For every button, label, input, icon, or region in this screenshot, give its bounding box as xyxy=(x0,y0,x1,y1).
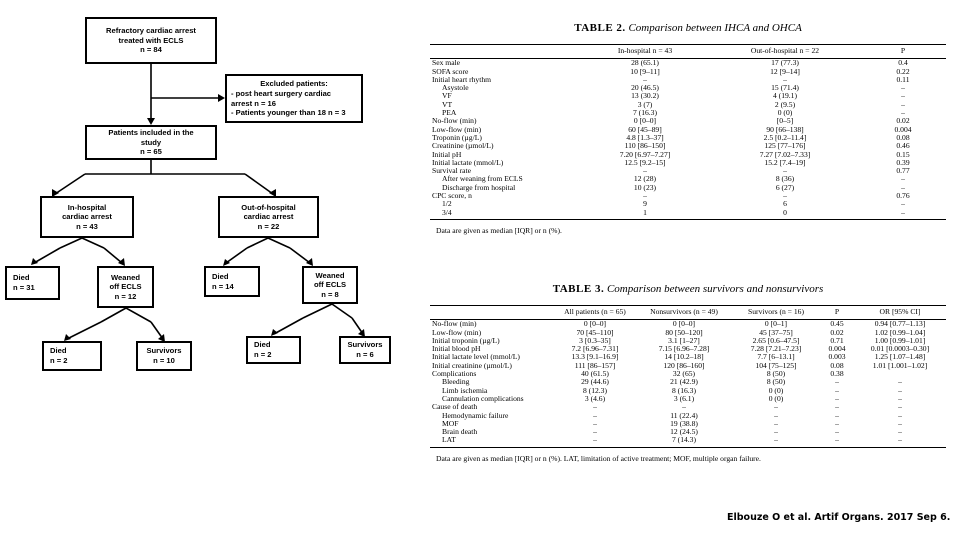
table-3-title xyxy=(430,283,946,295)
table-row xyxy=(430,117,946,125)
table-cell: 3.1 [1–27] xyxy=(668,335,700,345)
table-cell: 45 [37–75] xyxy=(759,327,793,337)
table-cell: 0.15 xyxy=(896,149,910,159)
table-cell: 0 xyxy=(710,209,860,220)
table-cell: 7.7 [6–13.1] xyxy=(757,352,795,362)
table-3-label: TABLE 3. xyxy=(552,283,605,295)
table-2-grid xyxy=(430,44,946,220)
table-row xyxy=(430,395,946,403)
table-3-grid xyxy=(430,305,946,448)
column-header: In-hospital n = 43 xyxy=(580,45,710,59)
box-line: n = 84 xyxy=(140,45,162,55)
table-cell: 0.46 xyxy=(896,141,910,151)
table-row xyxy=(430,134,946,142)
column-header: All patients (n = 65) xyxy=(554,306,636,320)
table-cell: 0.01 [0.0003–0.30] xyxy=(870,344,930,354)
table-cell: – xyxy=(860,209,946,220)
row-label: Brain death xyxy=(442,427,478,437)
row-label: CPC score, n xyxy=(432,191,472,201)
table-2-header-row xyxy=(430,45,946,59)
table-cell: 0.38 xyxy=(830,369,844,379)
table-cell: 0.94 [0.77–1.13] xyxy=(874,319,926,329)
box-oh-died xyxy=(204,266,260,297)
row-label: Bleeding xyxy=(442,377,470,387)
column-header xyxy=(430,45,580,59)
table-row xyxy=(430,209,946,220)
table-cell: 6 xyxy=(783,199,787,209)
table-cell: 3 (6.1) xyxy=(673,393,695,403)
box-line: Survivors xyxy=(347,340,383,350)
table-cell: – xyxy=(774,402,778,412)
box-line: n = 2 xyxy=(50,356,68,365)
table-cell: 2.5 [0.2–11.4] xyxy=(763,132,807,142)
box-line: n = 22 xyxy=(257,221,280,231)
box-line: study xyxy=(140,137,162,147)
table-cell: 8 (36) xyxy=(775,174,795,184)
table-cell: 7.28 [7.21–7.23] xyxy=(750,344,802,354)
row-label: No-flow (min) xyxy=(432,116,477,126)
table-row xyxy=(430,101,946,109)
table-cell: – xyxy=(901,199,905,209)
row-label: No-flow (min) xyxy=(432,319,477,329)
table-cell: 125 [77–176] xyxy=(764,141,806,151)
row-label: VT xyxy=(442,99,453,109)
table-2 xyxy=(430,22,946,235)
table-cell: 0 (0) xyxy=(777,108,793,118)
table-cell: – xyxy=(898,385,902,395)
row-label: Initial heart rhythm xyxy=(432,74,492,84)
column-header: Survivors (n = 16) xyxy=(732,306,820,320)
box-excluded-patients xyxy=(225,74,363,123)
table-cell: – xyxy=(682,402,686,412)
table-cell: 0.39 xyxy=(896,157,910,167)
box-line: off ECLS xyxy=(313,280,347,290)
table-cell: 110 [86–150] xyxy=(624,141,666,151)
box-line: n = 43 xyxy=(76,221,98,231)
column-header: P xyxy=(820,306,854,320)
table-cell: – xyxy=(774,427,778,437)
table-cell: – xyxy=(901,174,905,184)
table-3-caption: Comparison between survivors and nonsurvivors xyxy=(606,283,824,295)
table-cell: 13.3 [9.1–16.9] xyxy=(571,352,619,362)
table-cell: 13 (30.2) xyxy=(631,91,659,101)
table-cell: 2 (9.5) xyxy=(774,99,796,109)
box-line: Weaned xyxy=(315,270,345,280)
table-cell: 0 (0) xyxy=(768,393,784,403)
table-cell: – xyxy=(901,182,905,192)
box-line: Died xyxy=(50,346,67,356)
table-row xyxy=(430,184,946,192)
table-cell: [0–5] xyxy=(776,116,794,126)
box-line: n = 12 xyxy=(114,291,137,301)
box-line: Refractory cardiac arrest xyxy=(106,26,196,36)
box-oh-weaned xyxy=(302,266,358,304)
box-line: Out-of-hospital xyxy=(241,202,296,212)
row-label: Discharge from hospital xyxy=(442,182,516,192)
table-cell: – xyxy=(901,99,905,109)
table-cell: 8 (12.3) xyxy=(582,385,608,395)
table-cell: – xyxy=(554,436,636,447)
table-cell: – xyxy=(643,191,647,201)
box-line: arrest n = 16 xyxy=(231,98,276,108)
table-cell: – xyxy=(898,418,902,428)
table-cell: – xyxy=(820,436,854,447)
column-header: Out-of-hospital n = 22 xyxy=(710,45,860,59)
table-cell: 8 (50) xyxy=(766,377,786,387)
table-cell: – xyxy=(835,427,839,437)
table-row xyxy=(430,151,946,159)
row-label: Asystole xyxy=(442,83,469,93)
row-label: Initial pH xyxy=(432,149,462,159)
box-line: Died xyxy=(254,340,271,350)
column-header xyxy=(430,306,554,320)
table-cell: 7.27 [7.02–7.33] xyxy=(759,149,811,159)
table-cell: – xyxy=(835,418,839,428)
table-cell: – xyxy=(774,410,778,420)
column-header: OR [95% CI] xyxy=(854,306,946,320)
row-label: Cause of death xyxy=(432,402,478,412)
table-row xyxy=(430,68,946,76)
table-cell: 0 [0–1] xyxy=(764,319,788,329)
box-line: n = 14 xyxy=(212,281,234,291)
table-cell: 111 [86–157] xyxy=(574,360,616,370)
table-cell: 70 [45–110] xyxy=(576,327,614,337)
box-ih-weaned-died xyxy=(42,341,102,371)
row-label: Initial troponin (µg/L) xyxy=(432,335,500,345)
row-label: Sex male xyxy=(432,58,461,68)
table-cell: 1 xyxy=(580,209,710,220)
box-line: cardiac arrest xyxy=(243,212,294,222)
table-cell: – xyxy=(593,427,597,437)
table-3-note: Data are given as median [IQR] or n (%). LAT, limitation of active treatment; MOF, multiple organ failure. xyxy=(436,453,761,463)
table-cell: 14 [10.2–18] xyxy=(664,352,704,362)
table-cell: 0.11 xyxy=(896,74,910,84)
table-cell: 1.02 [0.99–1.04] xyxy=(874,327,926,337)
table-cell: – xyxy=(783,191,787,201)
box-line: Survivors xyxy=(146,346,182,356)
row-label: Complications xyxy=(432,369,477,379)
table-cell: 0 [0–0] xyxy=(672,319,696,329)
row-label: After weaning from ECLS xyxy=(442,174,523,184)
table-cell: 1.01 [1.001–1.02] xyxy=(872,360,928,370)
row-label: Creatinine (µmol/L) xyxy=(432,141,494,151)
row-label: Limb ischemia xyxy=(442,385,488,395)
row-label: PEA xyxy=(442,108,457,118)
box-line: n = 6 xyxy=(356,350,374,359)
table-cell: – xyxy=(901,91,905,101)
box-ih-weaned xyxy=(97,266,154,308)
table-cell: – xyxy=(774,418,778,428)
table-2-caption: Comparison between IHCA and OHCA xyxy=(628,22,802,34)
table-cell: 0.02 xyxy=(896,116,910,126)
table-2-note: Data are given as median [IQR] or n (%). xyxy=(436,225,562,235)
box-out-of-hospital-arrest xyxy=(218,196,319,238)
table-cell: 4 (19.1) xyxy=(772,91,798,101)
row-label: Low-flow (min) xyxy=(432,124,482,134)
table-cell: 0.45 xyxy=(830,319,844,329)
table-cell: 0 (0) xyxy=(768,385,784,395)
table-row xyxy=(430,59,946,68)
box-line: Excluded patients: xyxy=(260,79,328,89)
table-row xyxy=(430,92,946,100)
column-header: P xyxy=(860,45,946,59)
box-in-hospital-arrest xyxy=(40,196,134,238)
table-3-header-row xyxy=(430,306,946,320)
table-2-label: TABLE 2. xyxy=(574,22,626,34)
table-cell: 0 [0–0] xyxy=(633,116,657,126)
table-cell: – xyxy=(898,377,902,387)
table-row xyxy=(430,436,946,447)
table-cell: 21 (42.9) xyxy=(670,377,698,387)
row-label: Initial lactate (mmol/L) xyxy=(432,157,504,167)
box-line: - post heart surgery cardiac xyxy=(231,88,332,98)
table-cell: 0.08 xyxy=(896,132,910,142)
table-cell: 7.15 [6.96–7.28] xyxy=(658,344,710,354)
table-cell: 9 xyxy=(643,199,647,209)
box-line: Died xyxy=(212,271,229,281)
box-patients-included xyxy=(85,125,217,160)
table-cell: 0.22 xyxy=(896,66,910,76)
table-cell: 7.20 [6.97–7.27] xyxy=(619,149,671,159)
table-cell: – xyxy=(643,74,647,84)
row-label: Initial blood pH xyxy=(432,344,481,354)
table-cell: – xyxy=(835,385,839,395)
row-label: Hemodynamic failure xyxy=(442,410,509,420)
table-cell: – xyxy=(854,436,946,447)
table-row xyxy=(430,76,946,84)
row-label: Survival rate xyxy=(432,166,472,176)
table-row xyxy=(430,84,946,92)
table-cell: 80 [50–120] xyxy=(665,327,703,337)
row-label: LAT xyxy=(430,436,554,447)
table-cell: – xyxy=(643,166,647,176)
box-oh-survivors xyxy=(339,336,391,364)
table-cell: 12 (24.5) xyxy=(670,427,698,437)
table-cell: 15 (71.4) xyxy=(771,83,799,93)
row-label: SOFA score xyxy=(432,66,469,76)
box-ih-survivors xyxy=(136,341,192,371)
table-cell: 19 (38.8) xyxy=(670,418,698,428)
table-cell: 1.25 [1.07–1.48] xyxy=(874,352,926,362)
table-cell: 0.71 xyxy=(830,335,844,345)
table-row xyxy=(430,192,946,200)
table-cell: – xyxy=(593,418,597,428)
table-cell: – xyxy=(835,377,839,387)
row-label: Low-flow (min) xyxy=(432,327,482,337)
table-cell: 12 [9–14] xyxy=(770,66,800,76)
table-cell: – xyxy=(732,436,820,447)
box-line: Patients included in the xyxy=(108,128,194,138)
box-refractory-cardiac-arrest xyxy=(85,17,217,64)
box-line: Weaned xyxy=(111,272,140,282)
table-cell: 40 (61.5) xyxy=(581,369,609,379)
box-line: In-hospital xyxy=(67,202,107,212)
table-cell: 20 (46.5) xyxy=(631,83,659,93)
box-line: n = 10 xyxy=(153,356,175,365)
table-cell: 3 (4.6) xyxy=(584,393,606,403)
box-line: - Patients younger than 18 n = 3 xyxy=(231,108,346,118)
table-cell: 12 (28) xyxy=(633,174,657,184)
table-3 xyxy=(430,283,946,463)
box-line: cardiac arrest xyxy=(62,212,112,222)
table-cell: 6 (27) xyxy=(775,182,795,192)
table-2-title xyxy=(430,22,946,34)
table-cell: 1.00 [0.99–1.01] xyxy=(874,335,926,345)
box-line: off ECLS xyxy=(109,282,142,292)
row-label: 3/4 xyxy=(430,209,580,220)
table-cell: 10 [9–11] xyxy=(630,66,660,76)
table-cell: 0 [0–0] xyxy=(583,319,607,329)
table-cell: 28 (65.1) xyxy=(631,58,659,68)
table-cell: 0.4 xyxy=(898,58,908,68)
table-cell: – xyxy=(783,166,787,176)
table-cell: 0.004 xyxy=(894,124,912,134)
table-cell: 0.76 xyxy=(896,191,910,201)
table-cell: 0.003 xyxy=(828,352,846,362)
table-row xyxy=(430,126,946,134)
table-cell: – xyxy=(593,402,597,412)
row-label: Cannulation complications xyxy=(442,393,524,403)
row-label: Troponin (µg/L) xyxy=(432,132,482,142)
table-cell: 3 [0.3–35] xyxy=(579,335,611,345)
box-line: n = 31 xyxy=(13,283,35,292)
table-cell: – xyxy=(835,410,839,420)
table-cell: 7 (14.3) xyxy=(636,436,732,447)
table-cell: 7.2 [6.96–7.31] xyxy=(571,344,619,354)
table-cell: – xyxy=(783,74,787,84)
table-row xyxy=(430,109,946,117)
table-cell: 15.2 [7.4–19] xyxy=(764,157,806,167)
row-label: VF xyxy=(442,91,452,101)
table-cell: 3 (7) xyxy=(637,99,653,109)
table-cell: 0.08 xyxy=(830,360,844,370)
table-cell: 90 [66–138] xyxy=(766,124,804,134)
table-cell: 4.8 [1.3–37] xyxy=(626,132,664,142)
table-cell: – xyxy=(898,402,902,412)
citation: Elbouze O et al. Artif Organs. 2017 Sep 6. xyxy=(727,512,951,523)
box-line: Died xyxy=(13,273,30,283)
table-cell: 0.004 xyxy=(828,344,846,354)
table-cell: 2.65 [0.6–47.5] xyxy=(752,335,800,345)
table-cell: 60 [45–89] xyxy=(628,124,662,134)
table-cell: 120 [86–160] xyxy=(663,360,705,370)
table-cell: 104 [75–125] xyxy=(755,360,797,370)
box-line: n = 2 xyxy=(254,350,272,359)
column-header: Nonsurvivors (n = 49) xyxy=(636,306,732,320)
table-cell: – xyxy=(898,427,902,437)
table-row xyxy=(430,142,946,150)
table-cell: – xyxy=(901,108,905,118)
table-cell: 8 (50) xyxy=(766,369,786,379)
box-line: treated with ECLS xyxy=(118,35,184,45)
table-cell: 7 (16.3) xyxy=(632,108,658,118)
table-cell: 11 (22.4) xyxy=(670,410,698,420)
table-cell: 32 (65) xyxy=(672,369,696,379)
table-cell: – xyxy=(835,402,839,412)
box-ih-died xyxy=(5,266,60,300)
table-cell: 0.77 xyxy=(896,166,910,176)
table-cell: 12.5 [9.2–15] xyxy=(624,157,666,167)
table-cell: – xyxy=(901,83,905,93)
row-label: MOF xyxy=(442,418,459,428)
box-line: n = 8 xyxy=(321,289,339,299)
row-label: Initial creatinine (µmol/L) xyxy=(432,360,512,370)
row-label: Initial lactate level (mmol/L) xyxy=(432,352,520,362)
table-cell: 17 (77.3) xyxy=(771,58,799,68)
table-cell: 10 (23) xyxy=(633,182,657,192)
table-cell: – xyxy=(898,393,902,403)
table-cell: – xyxy=(593,410,597,420)
table-cell: – xyxy=(835,393,839,403)
table-cell: 0.02 xyxy=(830,327,844,337)
box-oh-weaned-died xyxy=(246,336,301,364)
row-label: 1/2 xyxy=(442,199,452,209)
table-cell: 8 (16.3) xyxy=(671,385,697,395)
table-cell: – xyxy=(898,410,902,420)
box-line: n = 65 xyxy=(140,147,162,157)
table-row xyxy=(430,159,946,167)
table-cell: 29 (44.6) xyxy=(581,377,609,387)
table-row xyxy=(430,200,946,208)
